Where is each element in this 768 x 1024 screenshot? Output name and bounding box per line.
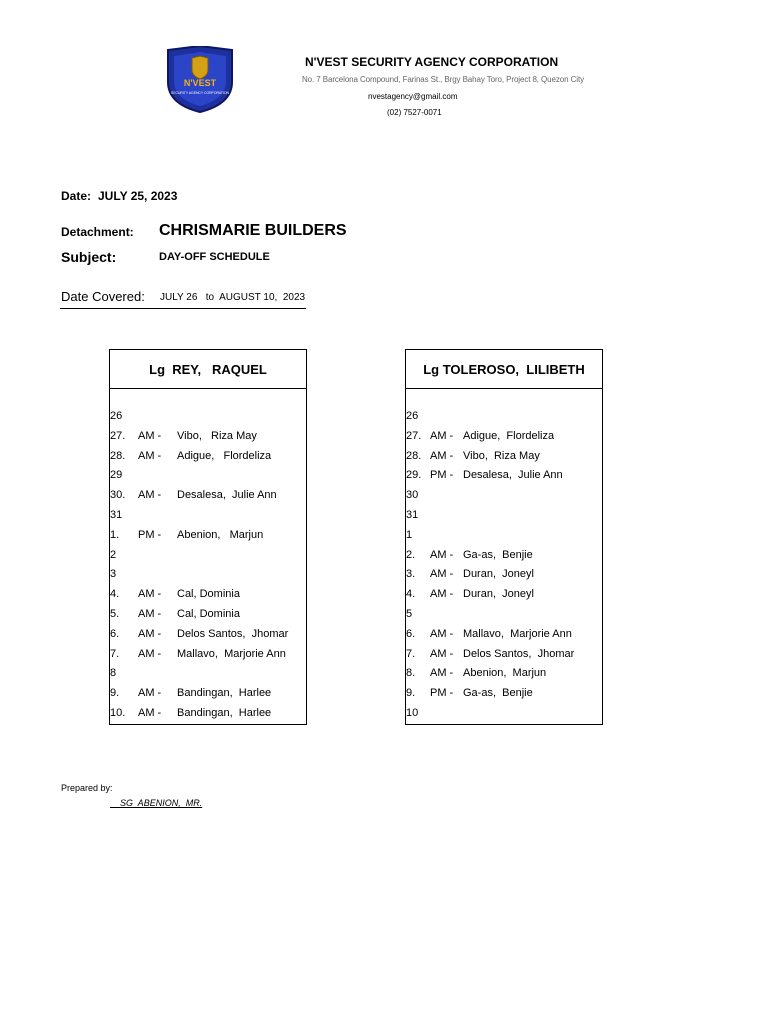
- schedule-row: [406, 509, 602, 527]
- schedule-row: [406, 450, 602, 468]
- row-name: Cal, Dominia: [177, 588, 240, 601]
- row-day: 10: [406, 707, 419, 719]
- row-day: 3.: [406, 568, 416, 581]
- schedule-row: [406, 667, 602, 685]
- schedule-row: [110, 469, 306, 487]
- schedule-row: [406, 529, 602, 547]
- schedule-row: [406, 489, 602, 507]
- date-label: Date:: [61, 189, 92, 203]
- schedule-row: [406, 588, 602, 606]
- schedule-row: [110, 588, 306, 606]
- logo-text: N'VEST: [183, 78, 217, 88]
- prepared-by-name-text: SG ABENION, MR.: [120, 798, 203, 808]
- row-name: Mallavo, Marjorie Ann: [463, 627, 572, 640]
- row-day: 27.: [406, 429, 422, 442]
- date-covered-value: JULY 26 to AUGUST 10, 2023: [160, 292, 306, 303]
- row-day: 8: [110, 667, 117, 680]
- row-name: Cal, Dominia: [177, 608, 240, 620]
- row-name: Desalesa, Julie Ann: [177, 489, 277, 502]
- prepared-by-label: Prepared by:: [61, 783, 113, 793]
- schedule-row: [406, 469, 602, 487]
- schedule-rows: [110, 389, 306, 725]
- row-shift: AM -: [430, 548, 454, 561]
- row-shift: AM -: [430, 429, 454, 442]
- row-name: Duran, Joneyl: [463, 588, 534, 601]
- detachment-value: CHRISMARIE BUILDERS: [159, 222, 347, 239]
- schedule-row: [110, 608, 306, 626]
- row-shift: AM -: [138, 687, 162, 700]
- row-day: 5: [406, 608, 413, 620]
- company-phone: (02) 7527-0071: [387, 108, 442, 117]
- schedule-row: [110, 529, 306, 547]
- schedule-row: [406, 430, 602, 448]
- row-shift: AM -: [138, 608, 162, 620]
- schedule-row: [110, 568, 306, 586]
- row-shift: PM -: [430, 687, 454, 700]
- row-day: 5.: [110, 608, 120, 620]
- row-name: Delos Santos, Jhomar: [177, 627, 289, 640]
- schedule-row: [110, 430, 306, 448]
- row-day: 31: [406, 509, 419, 521]
- column-title: Lg REY, RAQUEL: [110, 350, 306, 389]
- row-shift: AM -: [138, 449, 162, 462]
- row-day: 8.: [406, 667, 416, 680]
- row-day: 2.: [406, 548, 416, 561]
- schedule-row: [406, 707, 602, 725]
- schedule-column-rey: [109, 349, 307, 725]
- schedule-row: [110, 667, 306, 685]
- schedule-rows: [406, 389, 602, 725]
- row-name: Delos Santos, Jhomar: [463, 647, 575, 660]
- row-day: 6.: [110, 627, 120, 640]
- schedule-row: [406, 648, 602, 666]
- row-shift: AM -: [138, 588, 162, 601]
- row-day: 7.: [406, 647, 416, 660]
- row-name: Adigue, Flordeliza: [177, 449, 272, 462]
- detachment-label: Detachment:: [61, 225, 134, 239]
- schedule-row: [406, 549, 602, 567]
- row-name: Vibo, Riza May: [463, 449, 540, 462]
- schedule-row: [110, 450, 306, 468]
- company-address: No. 7 Barcelona Compound, Farinas St., Brgy Bahay Toro, Project 8, Quezon City: [302, 75, 584, 84]
- date-covered-underline: [60, 308, 306, 309]
- row-shift: AM -: [138, 647, 162, 660]
- row-shift: PM -: [138, 528, 162, 541]
- row-day: 29: [110, 469, 123, 482]
- schedule-row: [110, 549, 306, 567]
- row-day: 26: [406, 410, 419, 422]
- row-name: Bandingan, Harlee: [177, 707, 272, 719]
- row-shift: AM -: [430, 667, 454, 680]
- company-logo: [164, 46, 236, 114]
- row-day: 30: [406, 489, 419, 502]
- schedule-row: [406, 410, 602, 428]
- schedule-row: [110, 489, 306, 507]
- row-day: 1.: [110, 528, 120, 541]
- row-name: Desalesa, Julie Ann: [463, 469, 563, 482]
- row-name: Adigue, Flordeliza: [463, 429, 555, 442]
- row-day: 4.: [406, 588, 416, 601]
- schedule-row: [110, 707, 306, 725]
- row-name: Mallavo, Marjorie Ann: [177, 647, 286, 660]
- row-day: 9.: [110, 687, 120, 700]
- row-day: 2: [110, 548, 117, 561]
- row-day: 28.: [406, 449, 422, 462]
- row-name: Bandingan, Harlee: [177, 687, 272, 700]
- row-day: 3: [110, 568, 117, 581]
- row-day: 10.: [110, 707, 126, 719]
- schedule-row: [406, 608, 602, 626]
- company-name: N'VEST SECURITY AGENCY CORPORATION: [305, 55, 559, 69]
- schedule-row: [110, 509, 306, 527]
- row-day: 6.: [406, 627, 416, 640]
- row-shift: AM -: [430, 449, 454, 462]
- subject-value: DAY-OFF SCHEDULE: [159, 251, 270, 263]
- row-name: Abenion, Marjun: [463, 667, 547, 680]
- row-name: Vibo, Riza May: [177, 429, 257, 442]
- subject-label: Subject:: [61, 249, 117, 265]
- row-day: 1: [406, 528, 413, 541]
- company-email: nvestagency@gmail.com: [368, 92, 458, 101]
- row-day: 27.: [110, 429, 126, 442]
- row-shift: AM -: [138, 627, 162, 640]
- row-name: Ga-as, Benjie: [463, 548, 533, 561]
- row-shift: AM -: [430, 647, 454, 660]
- schedule-row: [406, 628, 602, 646]
- row-day: 7.: [110, 647, 120, 660]
- schedule-column-toleroso: [405, 349, 603, 725]
- row-shift: AM -: [430, 627, 454, 640]
- row-name: Ga-as, Benjie: [463, 687, 533, 700]
- row-day: 26: [110, 410, 123, 422]
- schedule-row: [110, 687, 306, 705]
- row-day: 31: [110, 509, 123, 521]
- column-title: Lg TOLEROSO, LILIBETH: [406, 350, 602, 389]
- row-shift: PM -: [430, 469, 454, 482]
- row-name: Duran, Joneyl: [463, 568, 534, 581]
- row-shift: AM -: [138, 707, 162, 719]
- schedule-row: [406, 687, 602, 705]
- schedule-row: [110, 410, 306, 428]
- row-day: 9.: [406, 687, 416, 700]
- logo-subtext: SECURITY AGENCY CORPORATION: [170, 91, 230, 95]
- row-day: 28.: [110, 449, 126, 462]
- date-value: JULY 25, 2023: [98, 189, 178, 203]
- prepared-by-name: [110, 798, 202, 808]
- row-name: Abenion, Marjun: [177, 528, 264, 541]
- row-day: 29.: [406, 469, 422, 482]
- schedule-row: [110, 628, 306, 646]
- row-shift: AM -: [138, 489, 162, 502]
- row-shift: AM -: [138, 429, 162, 442]
- row-day: 30.: [110, 489, 126, 502]
- schedule-row: [110, 648, 306, 666]
- row-shift: AM -: [430, 588, 454, 601]
- row-shift: AM -: [430, 568, 454, 581]
- date-covered-label: Date Covered:: [61, 289, 145, 304]
- row-day: 4.: [110, 588, 120, 601]
- schedule-row: [406, 568, 602, 586]
